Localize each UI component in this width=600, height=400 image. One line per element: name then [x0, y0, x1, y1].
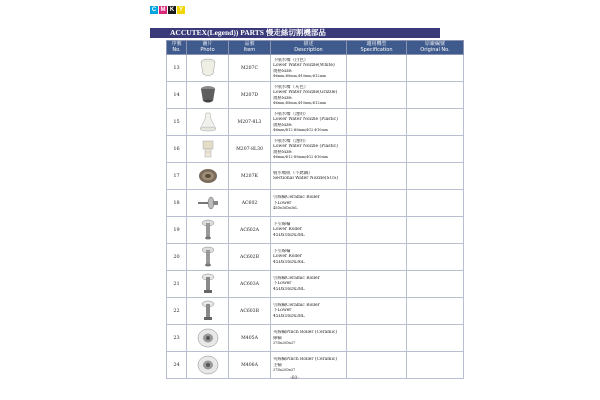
description-line: 下Lower — [273, 281, 292, 287]
cyan-swatch: C — [151, 7, 157, 13]
original-no-cell — [407, 109, 464, 136]
description-line: 規格Size: — [273, 68, 293, 74]
description-line: 主輪 — [273, 362, 282, 368]
row-number: 20 — [167, 244, 187, 271]
part-photo-cell — [187, 217, 229, 244]
description-line: 下噴水嘴（灰色） — [273, 84, 309, 90]
header-item: 品號 Item — [229, 41, 271, 55]
original-no-cell — [407, 163, 464, 190]
row-number: 18 — [167, 190, 187, 217]
row-number: 15 — [167, 109, 187, 136]
specification-cell — [347, 217, 407, 244]
description-line: 線輪 — [273, 335, 282, 341]
description-line: 噴水嘴組（不銹鋼） — [273, 170, 313, 176]
part-item-number: M406A — [229, 352, 271, 379]
roller-shaft-icon — [187, 195, 228, 211]
description-line: 下引線輪 — [273, 221, 291, 227]
description-line: 規格Size: — [273, 122, 293, 128]
size-note: Φ6mm,Φ8mm,Φ10mm,Φ12mm — [273, 101, 327, 105]
table-row — [167, 82, 464, 109]
original-no-cell — [407, 325, 464, 352]
table-row — [167, 109, 464, 136]
description-line: 下噴水嘴（透明） — [273, 111, 309, 117]
row-number: 16 — [167, 136, 187, 163]
original-no-cell — [407, 82, 464, 109]
description-line: 下Lower — [273, 200, 292, 206]
part-item-number: AC603A — [229, 271, 271, 298]
original-no-cell — [407, 298, 464, 325]
part-photo-cell — [187, 244, 229, 271]
pinch-roller-icon — [187, 327, 228, 349]
table-row — [167, 136, 464, 163]
description-line: 45Dx16Dx38L — [273, 313, 305, 319]
row-number: 17 — [167, 163, 187, 190]
black-swatch: K — [169, 7, 175, 13]
description-line: 規格Size: — [273, 149, 293, 155]
plastic-nozzle-icon — [187, 111, 228, 133]
part-description — [271, 82, 347, 109]
description-line: 引線輪Ceramic Roller — [273, 275, 320, 281]
part-item-number: M207C — [229, 55, 271, 82]
specification-cell — [347, 352, 407, 379]
part-item-number: AC602 — [229, 190, 271, 217]
magenta-swatch: M — [160, 7, 166, 13]
part-item-number: AC602A — [229, 217, 271, 244]
part-photo-cell — [187, 55, 229, 82]
part-photo-cell — [187, 109, 229, 136]
yellow-swatch: Y — [178, 7, 183, 13]
description-line: 夾線輪Pinch Roller (Ceramic) — [273, 357, 338, 363]
part-item-number: AC602B — [229, 244, 271, 271]
page-number: -60- — [290, 376, 299, 381]
part-photo-cell — [187, 271, 229, 298]
table-row — [167, 298, 464, 325]
table-row — [167, 55, 464, 82]
part-description — [271, 271, 347, 298]
original-no-cell — [407, 244, 464, 271]
description-line: Sectional Water Nozzle(SUS) — [273, 176, 338, 181]
part-item-number: M207K — [229, 163, 271, 190]
row-number: 13 — [167, 55, 187, 82]
description-line: Lower Roller — [273, 254, 302, 260]
color-registration-strip — [150, 6, 185, 14]
table-row — [167, 244, 464, 271]
size-note: Φ6mm/Φ12 Φ8mm/Φ12 Φ10mm — [273, 155, 328, 159]
pinch-roller-icon — [187, 354, 228, 376]
part-photo-cell — [187, 136, 229, 163]
specification-cell — [347, 271, 407, 298]
description-line: 45Dx16Dx36L — [273, 259, 305, 265]
description-line: Lower Water Nozzle(White) — [273, 63, 335, 68]
part-description — [271, 244, 347, 271]
part-description — [271, 190, 347, 217]
specification-cell — [347, 244, 407, 271]
original-no-cell — [407, 190, 464, 217]
table-row — [167, 217, 464, 244]
part-photo-cell — [187, 325, 229, 352]
part-photo-cell — [187, 190, 229, 217]
part-item-number: AC603B — [229, 298, 271, 325]
part-item-number: M207D — [229, 82, 271, 109]
description-line: 45Dx16Dx38L — [273, 232, 305, 238]
part-description — [271, 217, 347, 244]
table-row — [167, 190, 464, 217]
header-no: 序號 No. — [167, 41, 187, 55]
specification-cell — [347, 109, 407, 136]
clear-nozzle-icon — [187, 138, 228, 160]
part-description — [271, 298, 347, 325]
description-line: Lower Water Nozzle (Plastic) — [273, 144, 338, 149]
description-line: 引線輪Ceramic Roller — [273, 195, 320, 201]
description-line: 規格Size: — [273, 95, 293, 101]
original-no-cell — [407, 352, 464, 379]
white-nozzle-icon — [187, 58, 228, 78]
lower-roller-icon — [187, 218, 228, 242]
row-number: 14 — [167, 82, 187, 109]
part-description — [271, 325, 347, 352]
part-description — [271, 163, 347, 190]
description-line: 下噴水嘴（透明） — [273, 138, 309, 144]
header-description: 描述 Description — [271, 41, 347, 55]
ceramic-roller-icon — [187, 272, 228, 296]
part-description — [271, 136, 347, 163]
page-title: ACCUTEX(Legend)) PARTS 慢走絲切割機部品 — [150, 28, 440, 38]
description-line: 45Dx16Dx38L — [273, 286, 305, 292]
table-header-row — [167, 41, 464, 55]
specification-cell — [347, 82, 407, 109]
header-specification: 適用機型 Specification — [347, 41, 407, 55]
lower-roller-icon — [187, 245, 228, 269]
original-no-cell — [407, 136, 464, 163]
ceramic-roller-icon — [187, 299, 228, 323]
row-number: 23 — [167, 325, 187, 352]
specification-cell — [347, 325, 407, 352]
parts-table — [166, 40, 464, 379]
description-line: 引線輪Ceramic Roller — [273, 302, 320, 308]
part-item-number: M207-8L3 — [229, 109, 271, 136]
part-photo-cell — [187, 82, 229, 109]
table-row — [167, 352, 464, 379]
part-item-number: M207-8L30 — [229, 136, 271, 163]
table-row — [167, 325, 464, 352]
gray-nozzle-icon — [187, 85, 228, 105]
size-note: Φ6mm,Φ8mm,Φ10mm,Φ12mm — [273, 74, 327, 78]
size-note: 45Dx16Dx36L — [273, 206, 298, 211]
original-no-cell — [407, 217, 464, 244]
original-no-cell — [407, 271, 464, 298]
part-photo-cell — [187, 298, 229, 325]
row-number: 21 — [167, 271, 187, 298]
specification-cell — [347, 298, 407, 325]
specification-cell — [347, 163, 407, 190]
description-line: 夾線輪Pinch Roller (Ceramic) — [273, 330, 338, 336]
description-line: 下噴水嘴（白色） — [273, 57, 309, 63]
size-note: 37Dx20Dx37 — [273, 341, 296, 346]
specification-cell — [347, 190, 407, 217]
size-note: Φ6mm/Φ12 Φ8mm/Φ12 Φ10mm — [273, 128, 328, 132]
original-no-cell — [407, 55, 464, 82]
row-number: 22 — [167, 298, 187, 325]
header-photo: 圖片 Photo — [187, 41, 229, 55]
part-description — [271, 55, 347, 82]
size-note: 37Dx20Dx37 — [273, 368, 296, 373]
header-original-no: 原廠編號 Original No. — [407, 41, 464, 55]
description-line: Lower Water Nozzle(Grizzle) — [273, 90, 338, 95]
row-number: 24 — [167, 352, 187, 379]
table-row — [167, 271, 464, 298]
description-line: 下Lower — [273, 308, 292, 314]
sectional-nozzle-icon — [187, 166, 228, 186]
description-line: Lower Roller — [273, 227, 302, 233]
specification-cell — [347, 55, 407, 82]
description-line: Lower Water Nozzle (Plastic) — [273, 117, 338, 122]
part-photo-cell — [187, 163, 229, 190]
part-description — [271, 352, 347, 379]
specification-cell — [347, 136, 407, 163]
part-item-number: M405A — [229, 325, 271, 352]
description-line: 下引線輪 — [273, 248, 291, 254]
table-row — [167, 163, 464, 190]
part-description — [271, 109, 347, 136]
part-photo-cell — [187, 352, 229, 379]
row-number: 19 — [167, 217, 187, 244]
